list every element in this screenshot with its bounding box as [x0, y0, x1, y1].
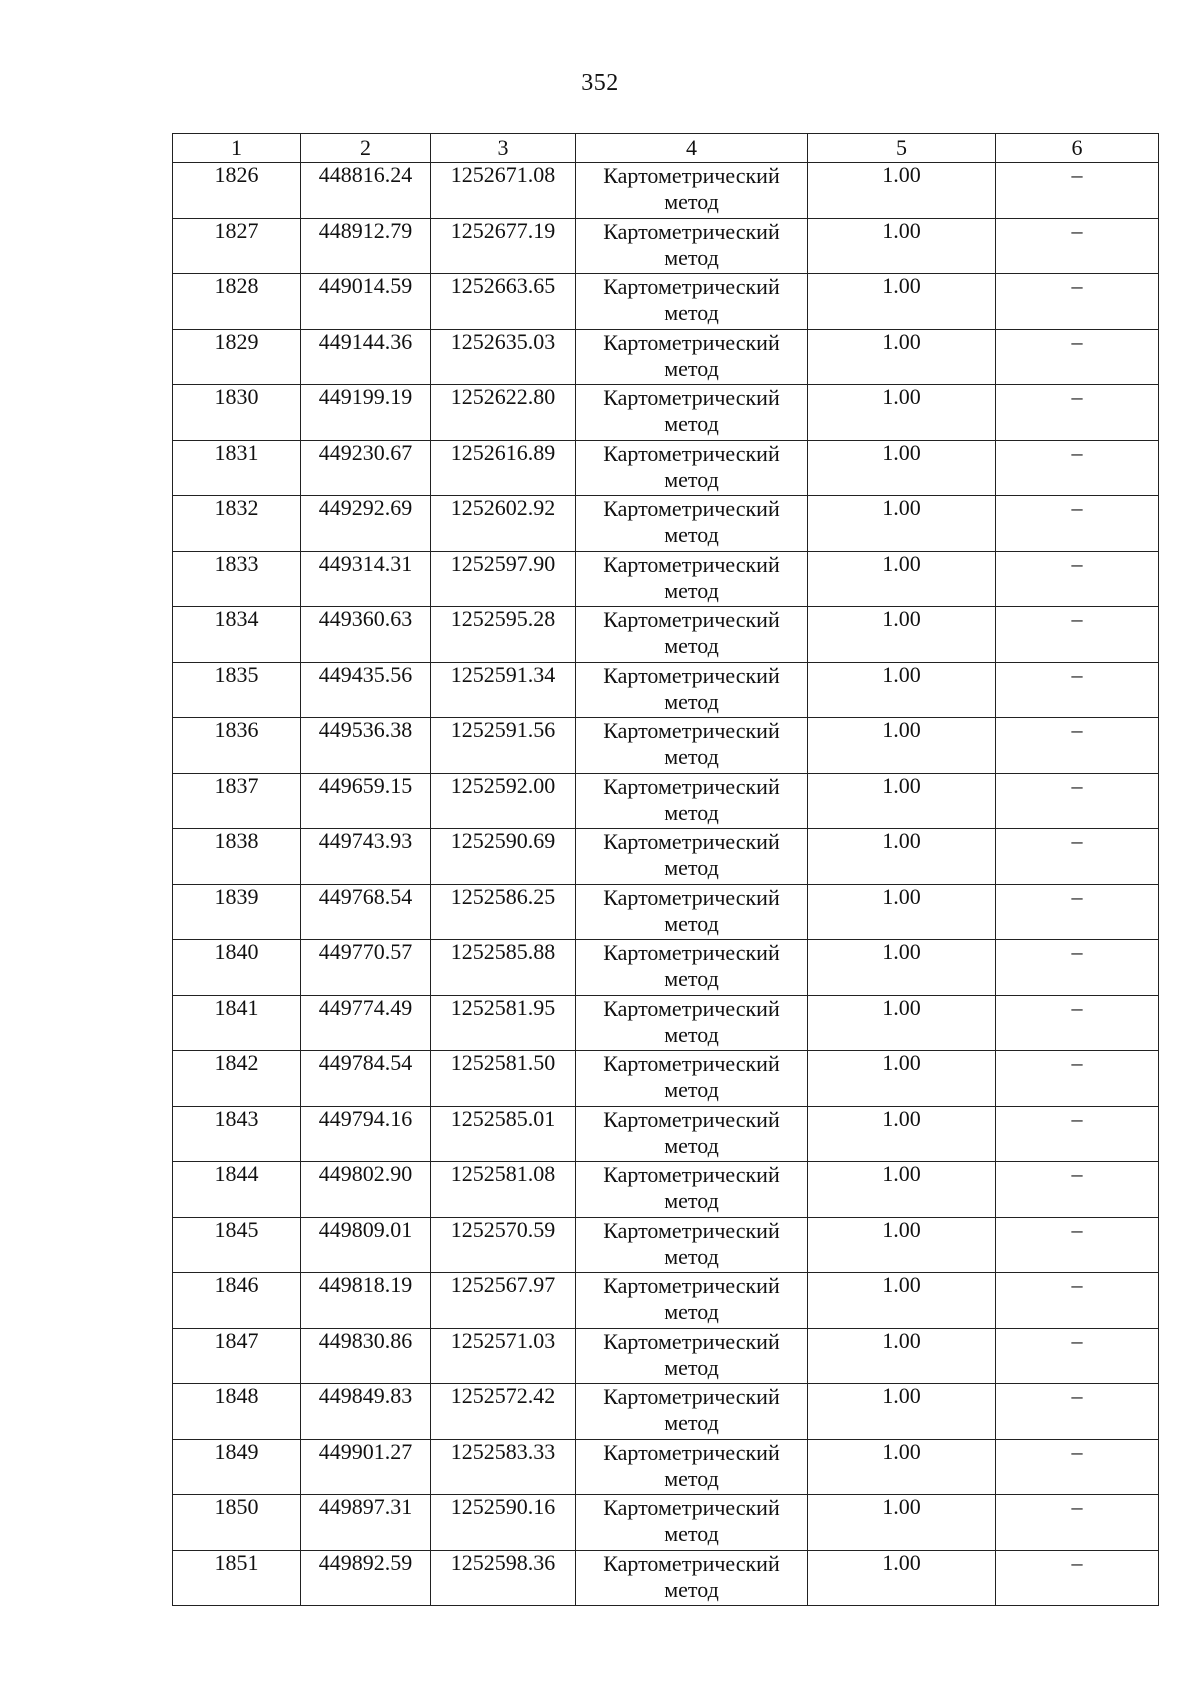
accuracy-cell: 1.00 [808, 496, 996, 552]
y-coordinate-cell: 1252597.90 [431, 551, 576, 607]
point-number-cell: 1829 [173, 329, 301, 385]
point-number-cell: 1839 [173, 884, 301, 940]
y-coordinate-cell: 1252591.34 [431, 662, 576, 718]
accuracy-cell: 1.00 [808, 1550, 996, 1606]
note-cell: – [996, 163, 1159, 219]
x-coordinate-cell: 449901.27 [301, 1439, 431, 1495]
table-row [173, 1495, 1159, 1551]
y-coordinate-cell: 1252595.28 [431, 607, 576, 663]
y-coordinate-cell: 1252590.69 [431, 829, 576, 885]
accuracy-cell: 1.00 [808, 1439, 996, 1495]
note-cell: – [996, 995, 1159, 1051]
method-cell: Картометрический метод [576, 329, 808, 385]
x-coordinate-cell: 449784.54 [301, 1051, 431, 1107]
method-cell: Картометрический метод [576, 940, 808, 996]
method-cell: Картометрический метод [576, 1051, 808, 1107]
note-cell: – [996, 329, 1159, 385]
note-cell: – [996, 773, 1159, 829]
accuracy-cell: 1.00 [808, 440, 996, 496]
x-coordinate-cell: 449435.56 [301, 662, 431, 718]
accuracy-cell: 1.00 [808, 1273, 996, 1329]
note-cell: – [996, 1384, 1159, 1440]
table-row [173, 385, 1159, 441]
method-cell: Картометрический метод [576, 1495, 808, 1551]
column-header: 1 [173, 134, 301, 163]
accuracy-cell: 1.00 [808, 218, 996, 274]
y-coordinate-cell: 1252571.03 [431, 1328, 576, 1384]
note-cell: – [996, 1273, 1159, 1329]
method-cell: Картометрический метод [576, 163, 808, 219]
method-cell: Картометрический метод [576, 1106, 808, 1162]
note-cell: – [996, 1439, 1159, 1495]
table-row [173, 551, 1159, 607]
method-cell: Картометрический метод [576, 662, 808, 718]
table-row [173, 1162, 1159, 1218]
point-number-cell: 1828 [173, 274, 301, 330]
column-header: 5 [808, 134, 996, 163]
column-header: 6 [996, 134, 1159, 163]
method-cell: Картометрический метод [576, 1439, 808, 1495]
accuracy-cell: 1.00 [808, 884, 996, 940]
accuracy-cell: 1.00 [808, 1495, 996, 1551]
point-number-cell: 1847 [173, 1328, 301, 1384]
accuracy-cell: 1.00 [808, 718, 996, 774]
point-number-cell: 1831 [173, 440, 301, 496]
x-coordinate-cell: 449144.36 [301, 329, 431, 385]
note-cell: – [996, 940, 1159, 996]
method-cell: Картометрический метод [576, 1162, 808, 1218]
x-coordinate-cell: 449818.19 [301, 1273, 431, 1329]
note-cell: – [996, 718, 1159, 774]
method-cell: Картометрический метод [576, 1273, 808, 1329]
y-coordinate-cell: 1252581.95 [431, 995, 576, 1051]
accuracy-cell: 1.00 [808, 329, 996, 385]
x-coordinate-cell: 449830.86 [301, 1328, 431, 1384]
point-number-cell: 1826 [173, 163, 301, 219]
point-number-cell: 1842 [173, 1051, 301, 1107]
y-coordinate-cell: 1252570.59 [431, 1217, 576, 1273]
x-coordinate-cell: 449768.54 [301, 884, 431, 940]
y-coordinate-cell: 1252590.16 [431, 1495, 576, 1551]
point-number-cell: 1832 [173, 496, 301, 552]
accuracy-cell: 1.00 [808, 1162, 996, 1218]
point-number-cell: 1837 [173, 773, 301, 829]
method-cell: Картометрический метод [576, 385, 808, 441]
accuracy-cell: 1.00 [808, 607, 996, 663]
table-row [173, 884, 1159, 940]
table-row [173, 163, 1159, 219]
x-coordinate-cell: 449849.83 [301, 1384, 431, 1440]
y-coordinate-cell: 1252592.00 [431, 773, 576, 829]
accuracy-cell: 1.00 [808, 662, 996, 718]
y-coordinate-cell: 1252602.92 [431, 496, 576, 552]
accuracy-cell: 1.00 [808, 1328, 996, 1384]
x-coordinate-cell: 449809.01 [301, 1217, 431, 1273]
method-cell: Картометрический метод [576, 1550, 808, 1606]
accuracy-cell: 1.00 [808, 385, 996, 441]
x-coordinate-cell: 449199.19 [301, 385, 431, 441]
table-row [173, 995, 1159, 1051]
point-number-cell: 1834 [173, 607, 301, 663]
point-number-cell: 1845 [173, 1217, 301, 1273]
y-coordinate-cell: 1252591.56 [431, 718, 576, 774]
method-cell: Картометрический метод [576, 440, 808, 496]
x-coordinate-cell: 449536.38 [301, 718, 431, 774]
note-cell: – [996, 884, 1159, 940]
table-row [173, 662, 1159, 718]
table-row [173, 496, 1159, 552]
table-row [173, 1273, 1159, 1329]
x-coordinate-cell: 449230.67 [301, 440, 431, 496]
y-coordinate-cell: 1252583.33 [431, 1439, 576, 1495]
point-number-cell: 1838 [173, 829, 301, 885]
y-coordinate-cell: 1252622.80 [431, 385, 576, 441]
accuracy-cell: 1.00 [808, 1217, 996, 1273]
table-row [173, 1328, 1159, 1384]
table-row [173, 1384, 1159, 1440]
y-coordinate-cell: 1252586.25 [431, 884, 576, 940]
x-coordinate-cell: 449770.57 [301, 940, 431, 996]
x-coordinate-cell: 449743.93 [301, 829, 431, 885]
page-number: 352 [581, 70, 619, 96]
x-coordinate-cell: 449360.63 [301, 607, 431, 663]
method-cell: Картометрический метод [576, 496, 808, 552]
coordinates-table [172, 133, 1159, 1606]
x-coordinate-cell: 449014.59 [301, 274, 431, 330]
table-row [173, 607, 1159, 663]
note-cell: – [996, 829, 1159, 885]
table-row [173, 1106, 1159, 1162]
accuracy-cell: 1.00 [808, 163, 996, 219]
x-coordinate-cell: 449314.31 [301, 551, 431, 607]
point-number-cell: 1841 [173, 995, 301, 1051]
note-cell: – [996, 1106, 1159, 1162]
header-row [173, 134, 1159, 163]
y-coordinate-cell: 1252567.97 [431, 1273, 576, 1329]
note-cell: – [996, 1550, 1159, 1606]
point-number-cell: 1846 [173, 1273, 301, 1329]
y-coordinate-cell: 1252581.50 [431, 1051, 576, 1107]
note-cell: – [996, 1162, 1159, 1218]
note-cell: – [996, 218, 1159, 274]
table-row [173, 218, 1159, 274]
y-coordinate-cell: 1252598.36 [431, 1550, 576, 1606]
method-cell: Картометрический метод [576, 884, 808, 940]
note-cell: – [996, 1217, 1159, 1273]
note-cell: – [996, 1495, 1159, 1551]
table-row [173, 1051, 1159, 1107]
table-row [173, 1217, 1159, 1273]
x-coordinate-cell: 448912.79 [301, 218, 431, 274]
method-cell: Картометрический метод [576, 218, 808, 274]
accuracy-cell: 1.00 [808, 1384, 996, 1440]
method-cell: Картометрический метод [576, 607, 808, 663]
note-cell: – [996, 440, 1159, 496]
method-cell: Картометрический метод [576, 718, 808, 774]
table-row [173, 1550, 1159, 1606]
table-row [173, 718, 1159, 774]
point-number-cell: 1849 [173, 1439, 301, 1495]
note-cell: – [996, 1328, 1159, 1384]
y-coordinate-cell: 1252572.42 [431, 1384, 576, 1440]
method-cell: Картометрический метод [576, 1328, 808, 1384]
point-number-cell: 1851 [173, 1550, 301, 1606]
x-coordinate-cell: 449659.15 [301, 773, 431, 829]
column-header: 4 [576, 134, 808, 163]
table-row [173, 829, 1159, 885]
column-header: 2 [301, 134, 431, 163]
x-coordinate-cell: 449292.69 [301, 496, 431, 552]
x-coordinate-cell: 449802.90 [301, 1162, 431, 1218]
point-number-cell: 1843 [173, 1106, 301, 1162]
y-coordinate-cell: 1252581.08 [431, 1162, 576, 1218]
accuracy-cell: 1.00 [808, 995, 996, 1051]
method-cell: Картометрический метод [576, 551, 808, 607]
table-row [173, 440, 1159, 496]
y-coordinate-cell: 1252663.65 [431, 274, 576, 330]
note-cell: – [996, 385, 1159, 441]
table-row [173, 329, 1159, 385]
point-number-cell: 1850 [173, 1495, 301, 1551]
point-number-cell: 1836 [173, 718, 301, 774]
note-cell: – [996, 662, 1159, 718]
table-row [173, 1439, 1159, 1495]
x-coordinate-cell: 449892.59 [301, 1550, 431, 1606]
point-number-cell: 1827 [173, 218, 301, 274]
note-cell: – [996, 607, 1159, 663]
note-cell: – [996, 551, 1159, 607]
x-coordinate-cell: 449774.49 [301, 995, 431, 1051]
y-coordinate-cell: 1252585.01 [431, 1106, 576, 1162]
method-cell: Картометрический метод [576, 829, 808, 885]
y-coordinate-cell: 1252671.08 [431, 163, 576, 219]
x-coordinate-cell: 449794.16 [301, 1106, 431, 1162]
accuracy-cell: 1.00 [808, 773, 996, 829]
method-cell: Картометрический метод [576, 1384, 808, 1440]
point-number-cell: 1833 [173, 551, 301, 607]
point-number-cell: 1840 [173, 940, 301, 996]
y-coordinate-cell: 1252616.89 [431, 440, 576, 496]
x-coordinate-cell: 448816.24 [301, 163, 431, 219]
method-cell: Картометрический метод [576, 1217, 808, 1273]
note-cell: – [996, 274, 1159, 330]
accuracy-cell: 1.00 [808, 1051, 996, 1107]
x-coordinate-cell: 449897.31 [301, 1495, 431, 1551]
method-cell: Картометрический метод [576, 773, 808, 829]
column-header: 3 [431, 134, 576, 163]
table-row [173, 773, 1159, 829]
table-row [173, 274, 1159, 330]
accuracy-cell: 1.00 [808, 274, 996, 330]
y-coordinate-cell: 1252677.19 [431, 218, 576, 274]
method-cell: Картометрический метод [576, 274, 808, 330]
point-number-cell: 1848 [173, 1384, 301, 1440]
y-coordinate-cell: 1252585.88 [431, 940, 576, 996]
accuracy-cell: 1.00 [808, 1106, 996, 1162]
note-cell: – [996, 496, 1159, 552]
accuracy-cell: 1.00 [808, 551, 996, 607]
point-number-cell: 1835 [173, 662, 301, 718]
accuracy-cell: 1.00 [808, 829, 996, 885]
point-number-cell: 1844 [173, 1162, 301, 1218]
table-row [173, 940, 1159, 996]
accuracy-cell: 1.00 [808, 940, 996, 996]
point-number-cell: 1830 [173, 385, 301, 441]
method-cell: Картометрический метод [576, 995, 808, 1051]
y-coordinate-cell: 1252635.03 [431, 329, 576, 385]
note-cell: – [996, 1051, 1159, 1107]
